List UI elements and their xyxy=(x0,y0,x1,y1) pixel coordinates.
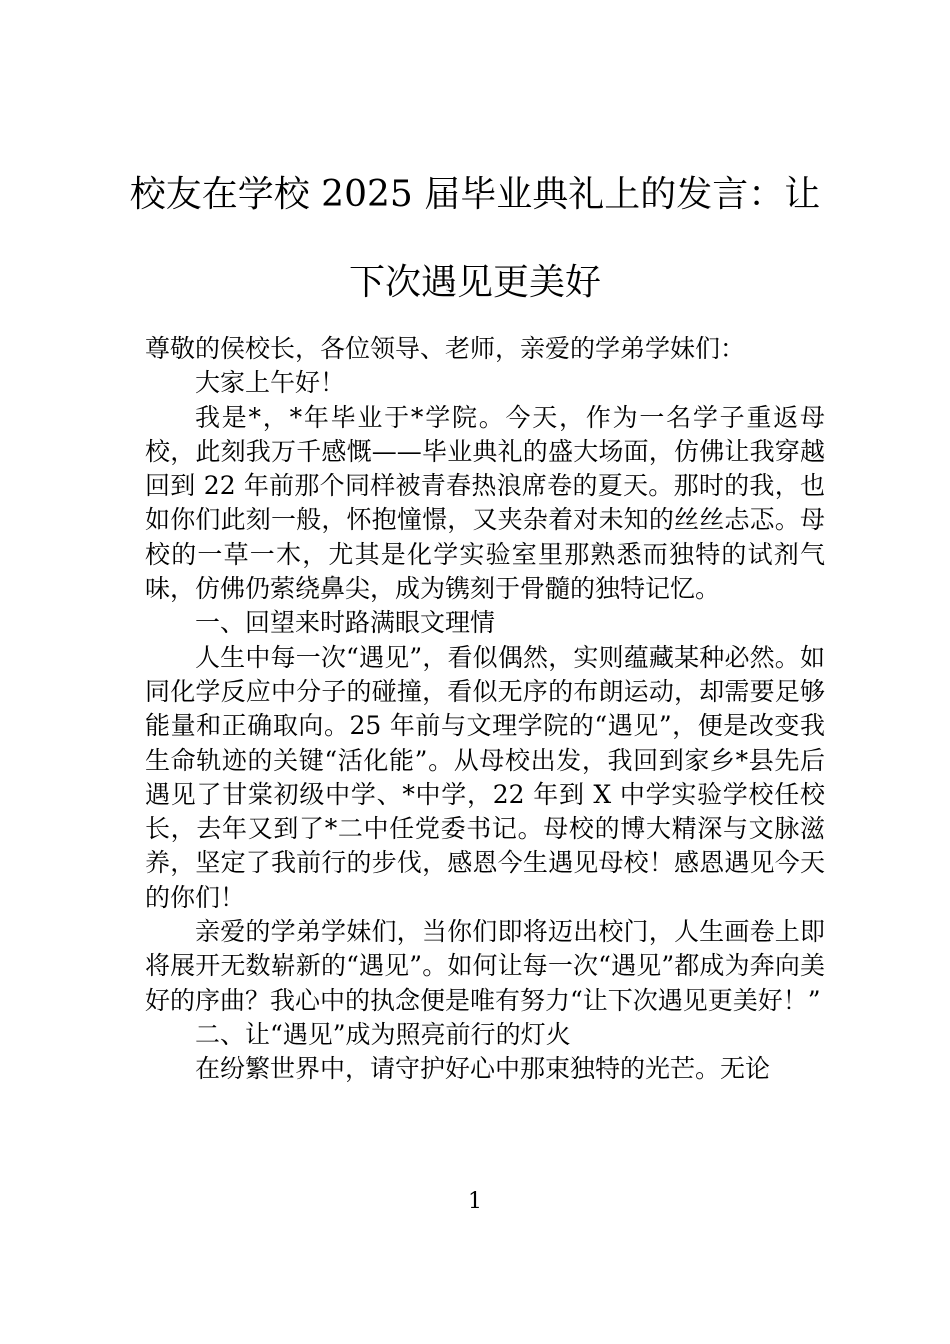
section-heading-1: 一、回望来时路满眼文理情 xyxy=(195,608,496,638)
page-number: 1 xyxy=(468,1189,482,1214)
salutation: 尊敬的侯校长，各位领导、老师，亲爱的学弟学妹们： xyxy=(145,334,746,363)
section-1-paragraph: 人生中每一次“遇见”，看似偶然，实则蕴藏某种必然。如同化学反应中分子的碰撞，看似无序的布朗运动，却需要足够能量和正确取向。25 年前与文理学院的“遇见”，便是改变我生命轨迹的关键“活化能”。从母校出发，我回到家乡*县先后遇见了甘棠初级中学、*中学，22 年到 X 中学实验学校任校长，去年又到了*二中任党委书记。母校的博大精深与文脉滋养，坚定了我前行的步伐，感恩今生遇见母校！感恩遇见今天的你们！ xyxy=(145,642,825,912)
title-line-1: 校友在学校 2025 届毕业典礼上的发言：让 xyxy=(129,174,821,215)
section-heading-2: 二、让“遇见”成为照亮前行的灯火 xyxy=(195,1019,571,1049)
document-body xyxy=(145,332,825,1087)
title-line-2: 下次遇见更美好 xyxy=(348,262,601,303)
document-title xyxy=(110,151,840,327)
address-paragraph: 亲爱的学弟学妹们，当你们即将迈出校门，人生画卷上即将展开无数崭新的“遇见”。如何让每一次“遇见”都成为奔向美好的序曲？我心中的执念便是唯有努力“让下次遇见更美好！” xyxy=(145,917,825,1015)
greeting-paragraph: 大家上午好！ xyxy=(195,368,346,398)
intro-paragraph: 我是*，*年毕业于*学院。今天，作为一名学子重返母校，此刻我万千感慨——毕业典礼的盛大场面，仿佛让我穿越回到 22 年前那个同样被青春热浪席卷的夏天。那时的我，也如你们此刻一般，怀抱憧憬，又夹杂着对未知的丝丝忐忑。母校的一草一木，尤其是化学实验室里那熟悉而独特的试剂气味，仿佛仍萦绕鼻尖，成为镌刻于骨髓的独特记忆。 xyxy=(145,402,825,604)
section-2-paragraph: 在纷繁世界中，请守护好心中那束独特的光芒。无论 xyxy=(195,1054,771,1084)
